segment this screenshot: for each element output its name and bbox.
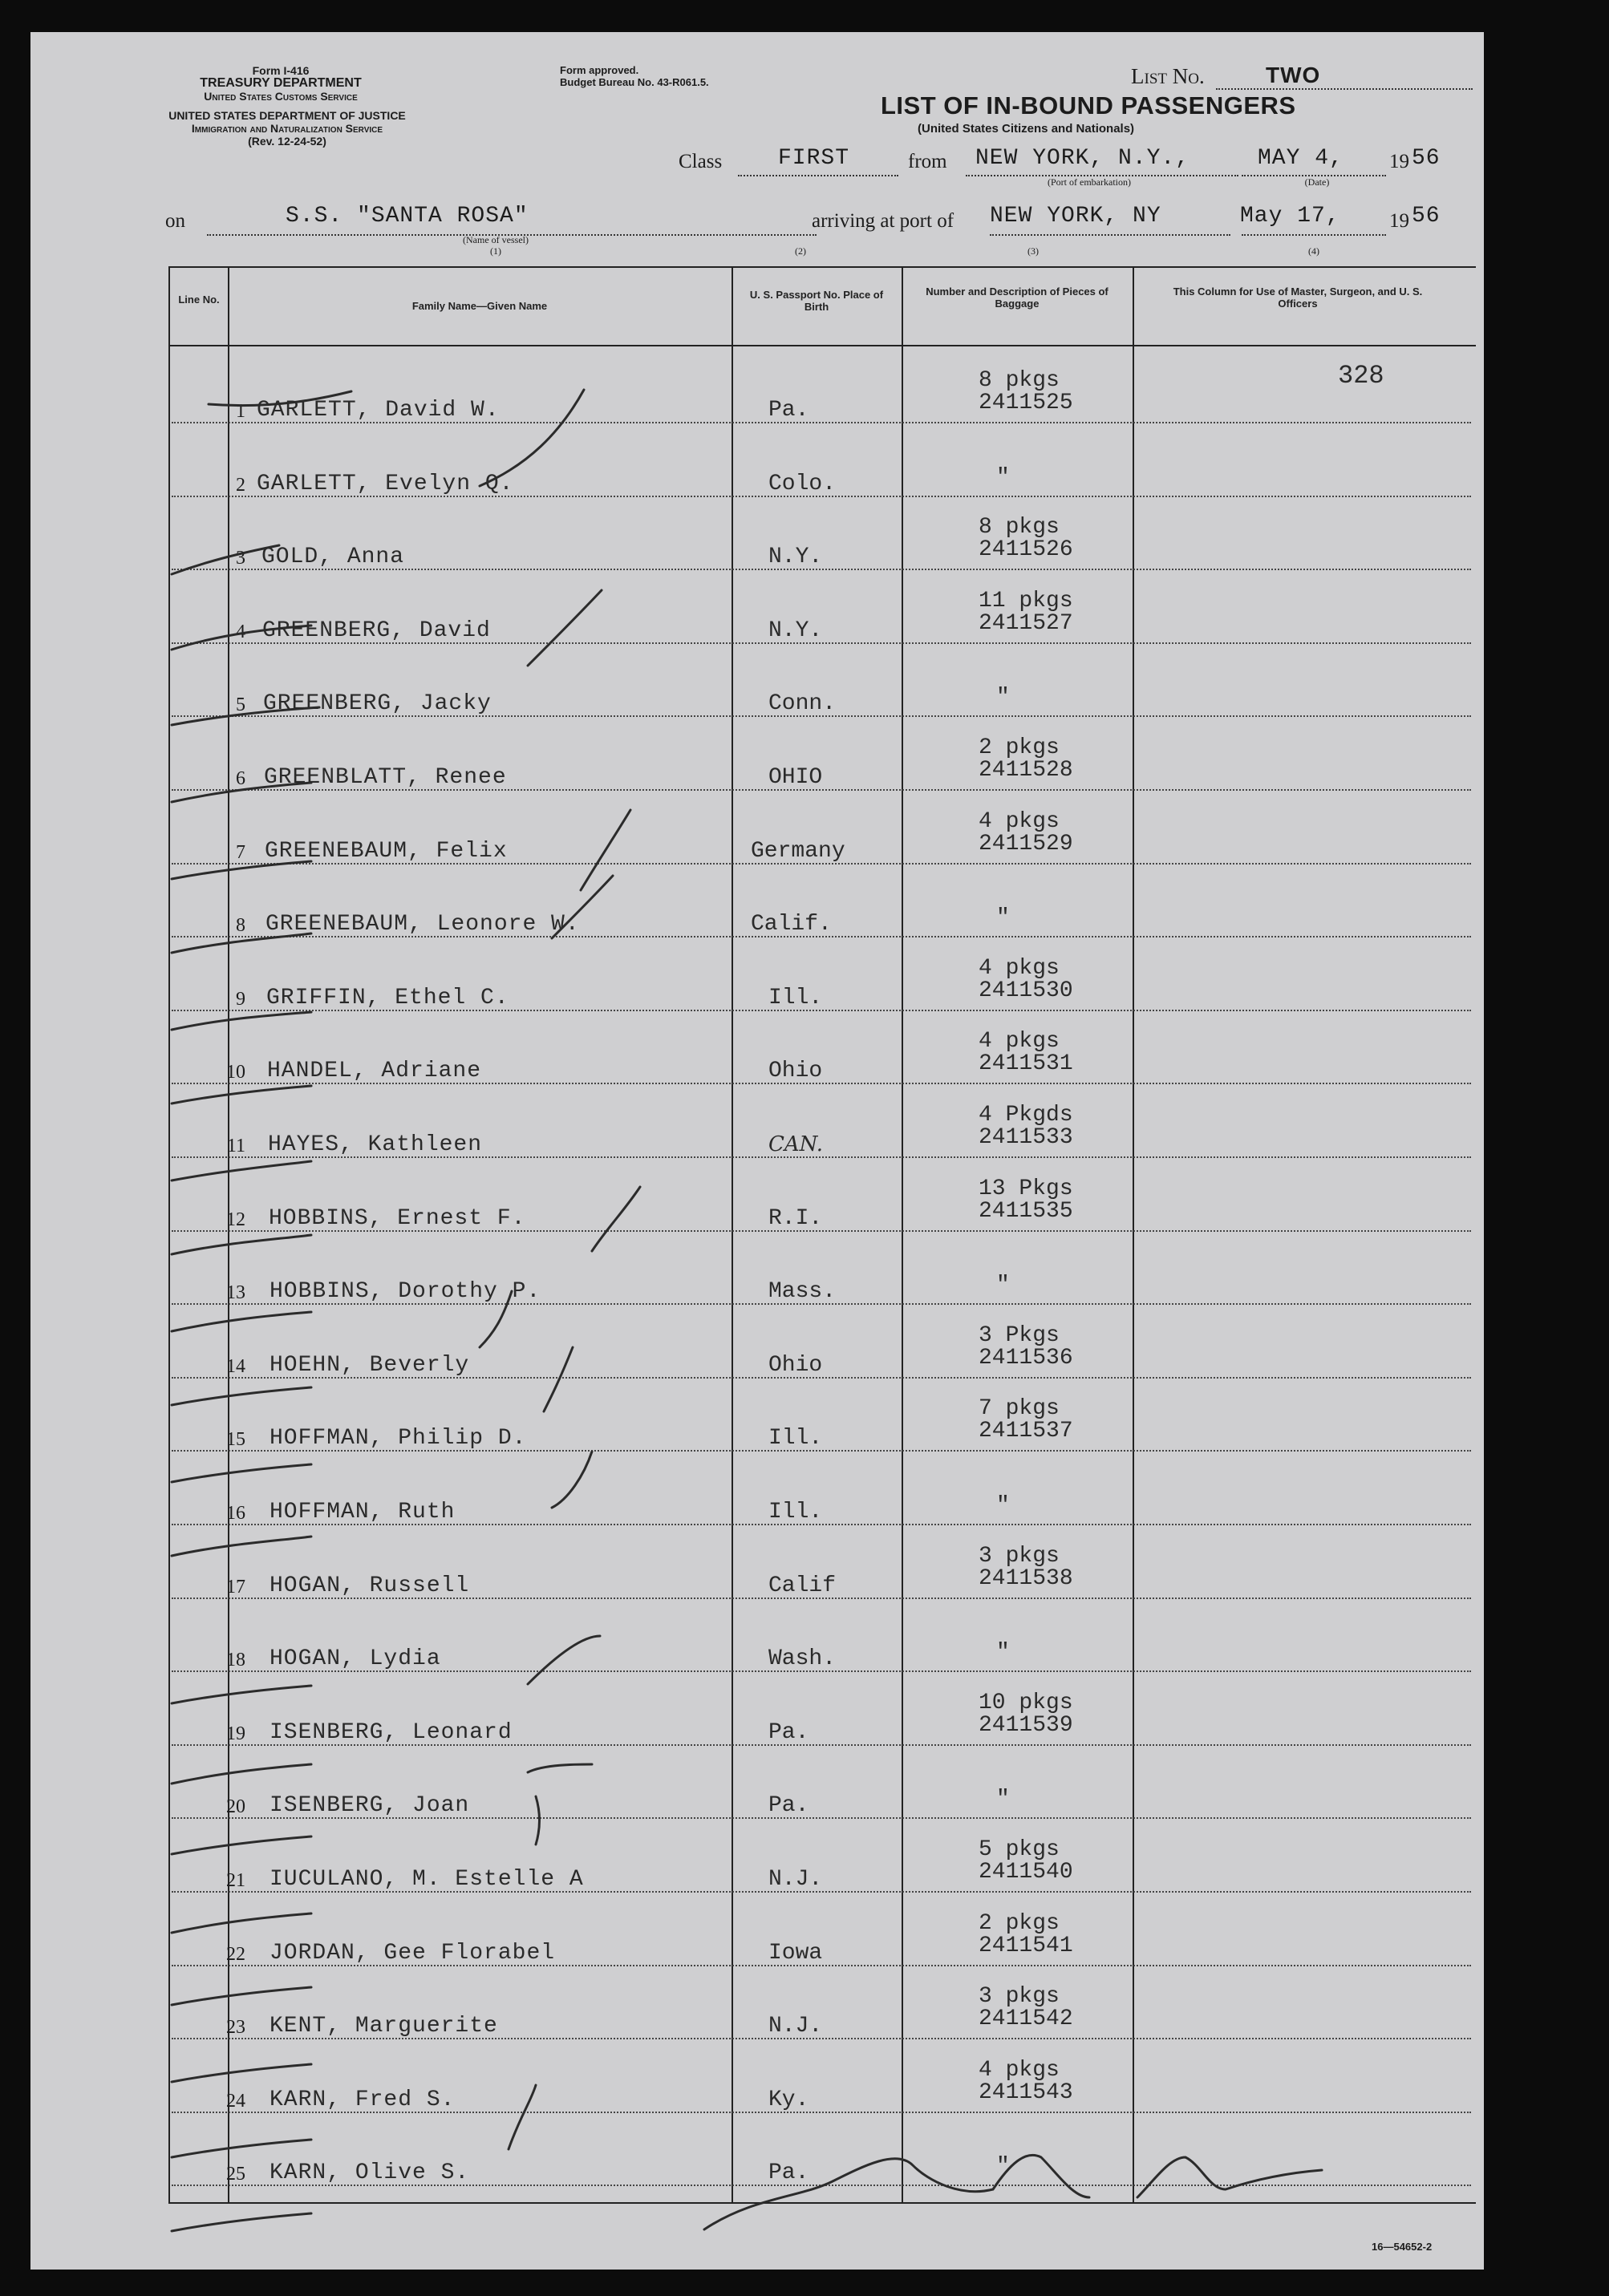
check-mark xyxy=(172,2064,311,2082)
baggage-pieces: 10 pkgs xyxy=(979,1690,1073,1715)
check-mark xyxy=(172,1913,311,1933)
line-number: 25 xyxy=(226,2164,245,2185)
baggage-check-number: 2411539 xyxy=(979,1712,1073,1738)
place-of-birth: Pa. xyxy=(768,1793,809,1819)
line-number: 15 xyxy=(226,1429,245,1451)
line-number: 6 xyxy=(236,768,245,789)
check-mark xyxy=(592,1187,640,1251)
check-mark xyxy=(172,1161,311,1180)
treasury-department: TREASURY DEPARTMENT xyxy=(200,76,362,90)
place-of-birth: Pa. xyxy=(768,1719,809,1745)
budget-bureau: Budget Bureau No. 43-R061.5. xyxy=(560,76,709,88)
line-number: 22 xyxy=(226,1943,245,1965)
ditto-mark: " xyxy=(996,1273,1010,1298)
check-mark xyxy=(172,1464,311,1482)
baggage-pieces: 4 pkgs xyxy=(979,808,1060,834)
baggage-pieces: 8 pkgs xyxy=(979,515,1060,541)
baggage-pieces: 3 pkgs xyxy=(979,1543,1060,1569)
place-of-birth: N.Y. xyxy=(768,545,823,570)
passenger-list-document xyxy=(30,32,1484,2270)
check-mark xyxy=(172,1387,311,1405)
place-of-birth: OHIO xyxy=(768,765,823,790)
line-number: 18 xyxy=(226,1650,245,1671)
place-of-birth: N.J. xyxy=(768,1867,823,1892)
line-number: 12 xyxy=(226,1209,245,1230)
line-number: 10 xyxy=(226,1062,245,1083)
check-mark xyxy=(172,1836,311,1854)
line-number: 9 xyxy=(236,988,245,1010)
passenger-name: GREENEBAUM, Felix xyxy=(265,838,508,864)
place-of-birth: N.J. xyxy=(768,2014,823,2039)
date-arr-value: May 17, xyxy=(1240,204,1340,229)
place-of-birth: Conn. xyxy=(768,691,837,717)
line-number: 19 xyxy=(226,1723,245,1744)
line-number: 17 xyxy=(226,1576,245,1597)
check-mark xyxy=(172,2213,311,2231)
place-of-birth: Ohio xyxy=(768,1059,823,1084)
from-value: NEW YORK, N.Y., xyxy=(975,146,1190,171)
place-of-birth: Calif xyxy=(768,1573,837,1598)
baggage-check-number: 2411538 xyxy=(979,1565,1073,1591)
date-caption: (Date) xyxy=(1304,176,1330,188)
baggage-pieces: 13 Pkgs xyxy=(979,1176,1073,1201)
baggage-check-number: 2411531 xyxy=(979,1051,1073,1077)
passenger-name: HOEHN, Beverly xyxy=(270,1352,470,1378)
ditto-mark: " xyxy=(996,1640,1010,1666)
passenger-name: GREENBERG, Jacky xyxy=(263,691,492,717)
column-caption-3: (3) xyxy=(1027,245,1039,257)
passenger-name: HOFFMAN, Philip D. xyxy=(270,1426,527,1452)
column-header-name: Family Name—Given Name xyxy=(411,300,548,312)
place-of-birth: Ill. xyxy=(768,1500,823,1525)
year-prefix-arr: 19 xyxy=(1389,210,1409,232)
passenger-name: HOBBINS, Ernest F. xyxy=(269,1205,526,1231)
baggage-pieces: 5 pkgs xyxy=(979,1837,1060,1862)
line-number: 5 xyxy=(236,694,245,716)
vessel-caption: (Name of vessel) xyxy=(463,234,529,245)
place-of-birth: R.I. xyxy=(768,1205,823,1231)
passenger-name: HOGAN, Lydia xyxy=(270,1646,441,1672)
passenger-name: GARLETT, Evelyn Q. xyxy=(257,471,514,496)
check-mark xyxy=(480,390,584,486)
check-mark xyxy=(172,861,311,879)
place-of-birth: Mass. xyxy=(768,1279,837,1305)
baggage-pieces: 8 pkgs xyxy=(979,368,1060,393)
column-header-baggage: Number and Description of Pieces of Baggage xyxy=(926,285,1108,310)
list-no-value: TWO xyxy=(1266,63,1321,87)
baggage-pieces: 4 Pkgds xyxy=(979,1103,1073,1128)
check-mark xyxy=(581,810,630,890)
ditto-mark: " xyxy=(996,1493,1010,1518)
port-embarkation-caption: (Port of embarkation) xyxy=(1048,176,1131,188)
column-header-line-no: Line No. xyxy=(178,294,220,306)
place-of-birth: Pa. xyxy=(768,398,809,423)
check-mark xyxy=(552,1452,592,1508)
check-mark xyxy=(544,1347,573,1411)
signature-scrawl xyxy=(704,2155,1322,2229)
check-mark xyxy=(172,545,279,574)
check-mark xyxy=(172,1537,311,1556)
column-header-officers: This Column for Use of Master, Surgeon, and U. S. Officers xyxy=(1173,285,1423,310)
officer-note: 328 xyxy=(1338,361,1384,391)
baggage-pieces: 2 pkgs xyxy=(979,735,1060,760)
form-approved: Form approved. xyxy=(560,64,639,76)
form-number: Form I-416 xyxy=(252,64,310,77)
year-arr-value: 56 xyxy=(1412,204,1441,229)
baggage-check-number: 2411542 xyxy=(979,2006,1073,2032)
passenger-name: HOGAN, Russell xyxy=(270,1573,470,1598)
check-mark xyxy=(209,391,351,406)
passenger-name: HAYES, Kathleen xyxy=(268,1132,483,1157)
handwritten-check-marks xyxy=(30,32,1484,2270)
baggage-check-number: 2411527 xyxy=(979,610,1073,636)
check-mark xyxy=(172,933,311,953)
baggage-pieces: 11 pkgs xyxy=(979,588,1073,613)
baggage-check-number: 2411543 xyxy=(979,2079,1073,2105)
list-no-label: List No. xyxy=(1131,64,1205,88)
place-of-birth: Ohio xyxy=(768,1352,823,1378)
place-of-birth: Germany xyxy=(751,838,845,864)
ins-service: Immigration and Naturalization Service xyxy=(191,122,383,135)
place-of-birth: Colo. xyxy=(768,471,837,496)
on-label: on xyxy=(165,210,185,232)
baggage-check-number: 2411540 xyxy=(979,1860,1073,1885)
baggage-pieces: 7 pkgs xyxy=(979,1396,1060,1422)
passenger-name: GRIFFIN, Ethel C. xyxy=(266,985,509,1010)
line-number: 1 xyxy=(236,401,245,422)
place-of-birth: Ill. xyxy=(768,985,823,1010)
place-of-birth: Calif. xyxy=(751,912,832,937)
baggage-check-number: 2411536 xyxy=(979,1345,1073,1371)
check-mark xyxy=(172,1312,311,1331)
line-number: 13 xyxy=(226,1282,245,1304)
column-caption-1: (1) xyxy=(490,245,501,257)
revision: (Rev. 12-24-52) xyxy=(248,135,326,148)
baggage-check-number: 2411537 xyxy=(979,1419,1073,1444)
vessel-value: S.S. "SANTA ROSA" xyxy=(286,204,529,229)
check-mark xyxy=(172,707,319,725)
page-subtitle: (United States Citizens and Nationals) xyxy=(918,122,1135,136)
baggage-check-number: 2411541 xyxy=(979,1933,1073,1958)
passenger-name: KARN, Fred S. xyxy=(270,2087,456,2112)
line-number: 2 xyxy=(236,474,245,496)
passenger-name: GREENBERG, David xyxy=(262,618,491,643)
from-label: from xyxy=(908,151,947,172)
baggage-pieces: 4 pkgs xyxy=(979,955,1060,981)
baggage-check-number: 2411530 xyxy=(979,978,1073,1003)
check-mark xyxy=(172,1764,311,1784)
column-caption-2: (2) xyxy=(795,245,806,257)
year-prefix-from: 19 xyxy=(1389,151,1409,172)
check-mark xyxy=(528,1764,592,1844)
passenger-name: GARLETT, David W. xyxy=(257,398,500,423)
line-number: 23 xyxy=(226,2017,245,2039)
place-of-birth: CAN. xyxy=(768,1132,824,1156)
line-number: 20 xyxy=(226,1796,245,1818)
check-mark xyxy=(172,2140,311,2157)
check-mark xyxy=(172,783,311,802)
baggage-check-number: 2411525 xyxy=(979,391,1073,415)
baggage-check-number: 2411533 xyxy=(979,1125,1073,1150)
passenger-name: ISENBERG, Joan xyxy=(270,1793,470,1819)
passenger-name: HANDEL, Adriane xyxy=(267,1059,482,1084)
check-mark xyxy=(172,1987,311,2005)
check-mark xyxy=(172,626,311,650)
check-mark xyxy=(172,1012,311,1030)
column-header-passport: U. S. Passport No. Place of Birth xyxy=(749,289,884,313)
line-number: 14 xyxy=(226,1355,245,1377)
line-number: 16 xyxy=(226,1503,245,1524)
passenger-name: GOLD, Anna xyxy=(261,545,405,570)
arriving-label: arriving at port of xyxy=(812,210,954,232)
ditto-mark: " xyxy=(996,905,1010,931)
column-caption-4: (4) xyxy=(1308,245,1319,257)
date-from-value: MAY 4, xyxy=(1258,146,1344,171)
check-mark xyxy=(528,1636,600,1684)
check-mark xyxy=(172,1235,311,1254)
passenger-name: KARN, Olive S. xyxy=(270,2160,470,2186)
line-number: 8 xyxy=(236,915,245,937)
line-number: 11 xyxy=(226,1136,245,1156)
passenger-name: IUCULANO, M. Estelle A xyxy=(270,1867,584,1892)
check-mark xyxy=(509,2085,536,2149)
place-of-birth: Ill. xyxy=(768,1426,823,1452)
line-number: 7 xyxy=(236,841,245,863)
year-from-value: 56 xyxy=(1412,146,1441,171)
check-mark xyxy=(172,1086,311,1103)
baggage-check-number: 2411528 xyxy=(979,758,1073,783)
ditto-mark: " xyxy=(996,1787,1010,1812)
line-number: 24 xyxy=(226,2090,245,2112)
passenger-name: GREENEBAUM, Leonore W. xyxy=(265,912,580,937)
place-of-birth: Wash. xyxy=(768,1646,837,1672)
arrival-port-value: NEW YORK, NY xyxy=(990,204,1161,229)
baggage-pieces: 3 pkgs xyxy=(979,1984,1060,2010)
justice-department: UNITED STATES DEPARTMENT OF JUSTICE xyxy=(168,109,406,122)
place-of-birth: Pa. xyxy=(768,2160,809,2186)
ditto-mark: " xyxy=(996,464,1010,490)
line-number: 21 xyxy=(226,1870,245,1891)
baggage-pieces: 2 pkgs xyxy=(979,1910,1060,1936)
ditto-mark: " xyxy=(996,2154,1010,2180)
check-mark xyxy=(172,1686,311,1703)
passenger-name: ISENBERG, Leonard xyxy=(270,1719,513,1745)
ditto-mark: " xyxy=(996,685,1010,711)
passenger-name: HOBBINS, Dorothy P. xyxy=(270,1279,541,1305)
place-of-birth: N.Y. xyxy=(768,618,823,643)
page-title: LIST OF IN-BOUND PASSENGERS xyxy=(881,91,1296,119)
check-mark xyxy=(528,590,602,666)
passenger-name: KENT, Marguerite xyxy=(270,2014,498,2039)
class-value: FIRST xyxy=(778,146,850,171)
passenger-name: JORDAN, Gee Florabel xyxy=(270,1940,556,1966)
class-label: Class xyxy=(679,151,723,172)
check-mark xyxy=(480,1291,512,1347)
baggage-pieces: 3 Pkgs xyxy=(979,1322,1060,1348)
footer-code: 16—54652-2 xyxy=(1372,2241,1433,2253)
place-of-birth: Iowa xyxy=(768,1940,823,1966)
baggage-check-number: 2411526 xyxy=(979,537,1073,563)
line-number: 4 xyxy=(236,621,245,642)
customs-service: United States Customs Service xyxy=(204,90,358,103)
line-number: 3 xyxy=(236,548,245,569)
baggage-pieces: 4 pkgs xyxy=(979,1029,1060,1055)
passenger-name: GREENBLATT, Renee xyxy=(264,765,507,790)
check-mark xyxy=(552,876,613,938)
baggage-check-number: 2411529 xyxy=(979,831,1073,856)
baggage-check-number: 2411535 xyxy=(979,1198,1073,1224)
passenger-name: HOFFMAN, Ruth xyxy=(270,1500,456,1525)
baggage-pieces: 4 pkgs xyxy=(979,2057,1060,2083)
place-of-birth: Ky. xyxy=(768,2087,809,2112)
